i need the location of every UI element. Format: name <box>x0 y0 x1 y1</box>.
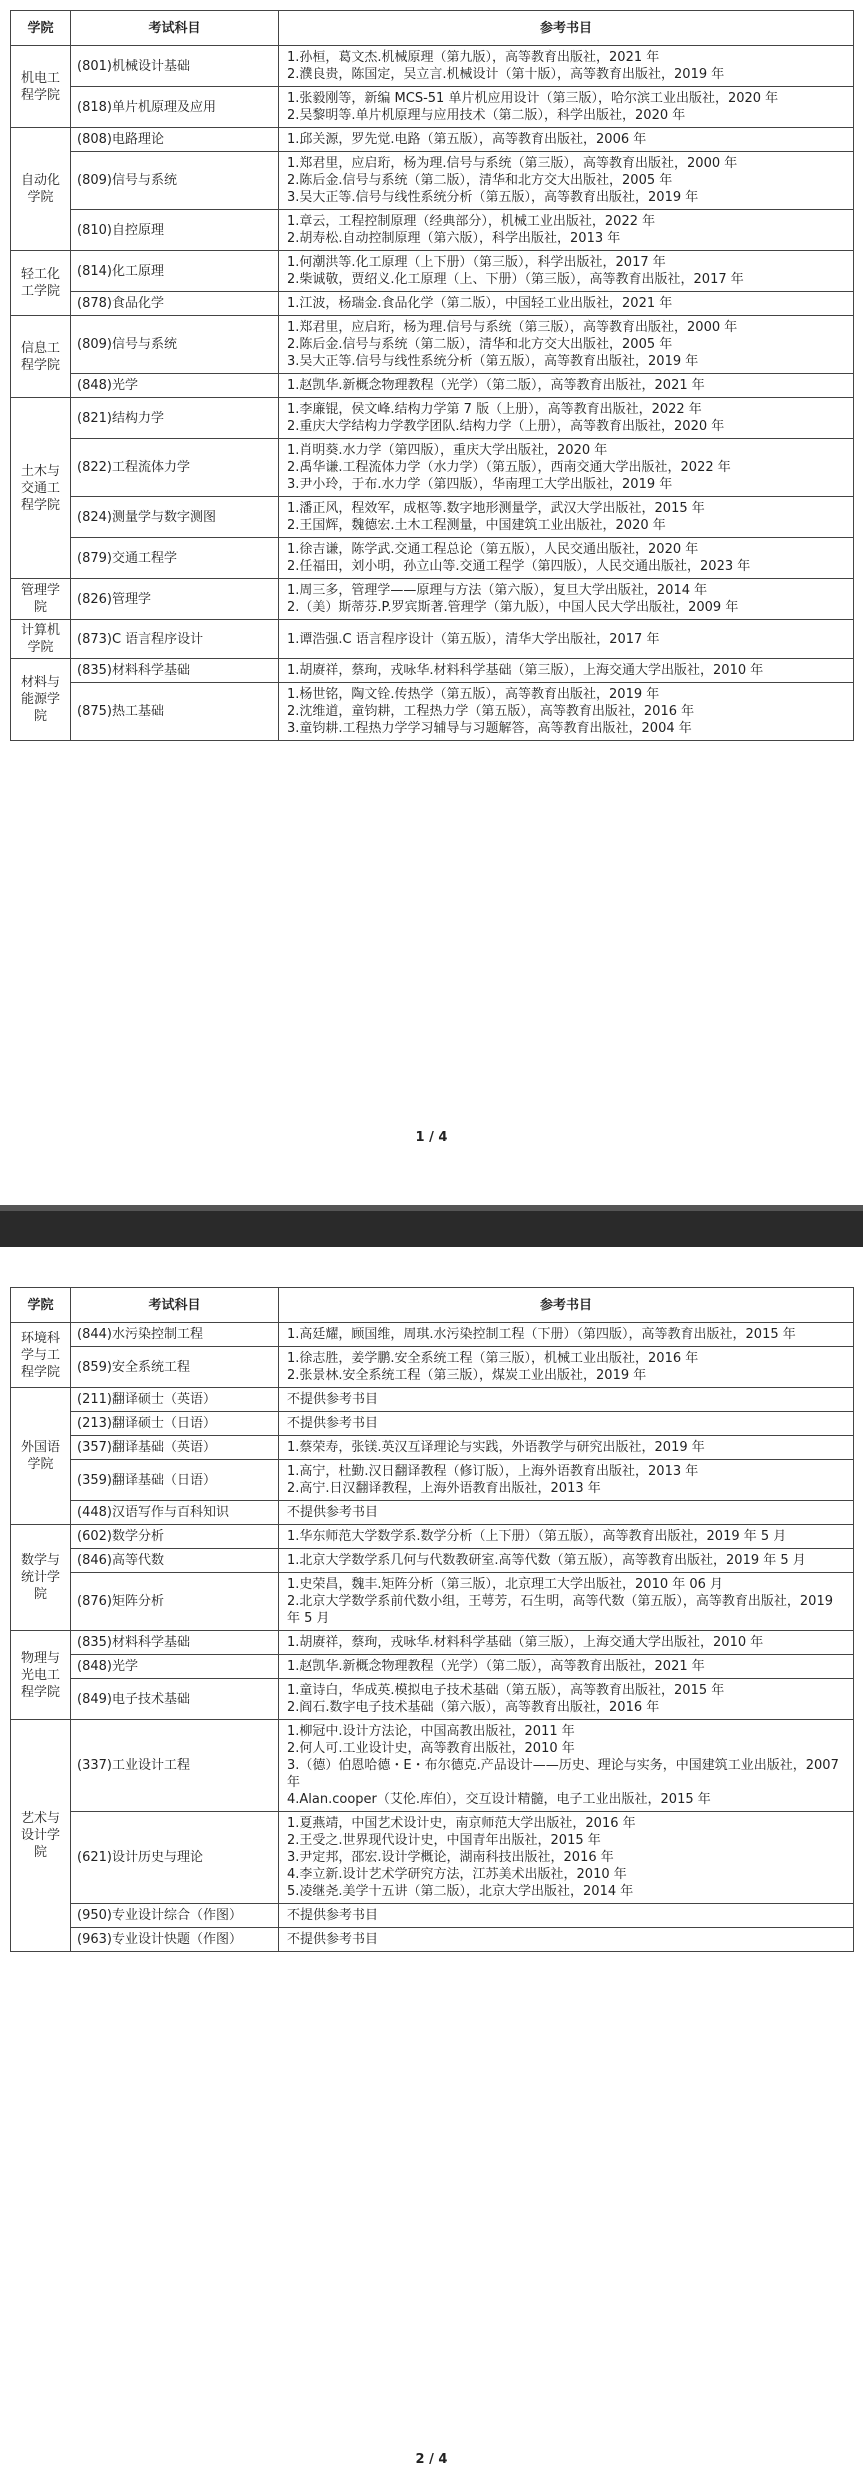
reference-line: 2.（美）斯蒂芬.P.罗宾斯著.管理学（第九版），中国人民大学出版社，2009 年 <box>287 600 739 615</box>
table-header-row <box>11 11 854 46</box>
subject-cell: (809)信号与系统 <box>71 316 279 374</box>
header-school: 学院 <box>11 1288 71 1323</box>
subject-cell: (873)C 语言程序设计 <box>71 620 279 659</box>
refs-cell <box>279 538 854 579</box>
school-cell: 环境科学与工程学院 <box>11 1323 71 1388</box>
subject-cell: (876)矩阵分析 <box>71 1573 279 1631</box>
table-row <box>11 251 854 292</box>
table-row <box>11 1573 854 1631</box>
subject-cell: (824)测量学与数字测图 <box>71 497 279 538</box>
subject-cell: (859)安全系统工程 <box>71 1347 279 1388</box>
subject-cell: (448)汉语写作与百科知识 <box>71 1501 279 1525</box>
subject-cell: (211)翻译硕士（英语） <box>71 1388 279 1412</box>
subject-cell: (337)工业设计工程 <box>71 1720 279 1812</box>
catalog-table-page-1 <box>10 10 854 741</box>
subject-cell: (848)光学 <box>71 1655 279 1679</box>
refs-cell <box>279 316 854 374</box>
header-refs: 参考书目 <box>279 1288 854 1323</box>
subject-cell: (213)翻译硕士（日语） <box>71 1412 279 1436</box>
reference-line: 不提供参考书目 <box>287 1392 379 1407</box>
table-body <box>11 1323 854 1952</box>
table-row <box>11 1501 854 1525</box>
table-row <box>11 579 854 620</box>
table-row <box>11 398 854 439</box>
table-row <box>11 1323 854 1347</box>
reference-line: 2.任福田，刘小明，孙立山等.交通工程学（第四版），人民交通出版社，2023 年 <box>287 559 751 574</box>
reference-line: 不提供参考书目 <box>287 1416 379 1431</box>
reference-line: 1.赵凯华.新概念物理教程（光学）（第二版），高等教育出版社，2021 年 <box>287 1659 705 1674</box>
table-row <box>11 374 854 398</box>
refs-cell <box>279 1347 854 1388</box>
reference-line: 1.夏燕靖，中国艺术设计史，南京师范大学出版社，2016 年 <box>287 1816 636 1831</box>
school-cell: 轻工化工学院 <box>11 251 71 316</box>
reference-line: 1.章云，工程控制原理（经典部分），机械工业出版社，2022 年 <box>287 214 656 229</box>
reference-line: 3.吴大正等.信号与线性系统分析（第五版），高等教育出版社，2019 年 <box>287 354 699 369</box>
refs-cell <box>279 1812 854 1904</box>
table-row <box>11 1655 854 1679</box>
reference-line: 1.谭浩强.C 语言程序设计（第五版），清华大学出版社，2017 年 <box>287 631 660 647</box>
reference-line: 2.北京大学数学系前代数小组，王萼芳，石生明，高等代数（第五版），高等教育出版社，2019 年 5 月 <box>287 1594 833 1626</box>
subject-cell: (846)高等代数 <box>71 1549 279 1573</box>
reference-line: 1.潘正风，程效军，成枢等.数字地形测量学，武汉大学出版社，2015 年 <box>287 501 705 516</box>
subject-cell: (822)工程流体力学 <box>71 439 279 497</box>
table-row <box>11 316 854 374</box>
school-cell: 管理学院 <box>11 579 71 620</box>
refs-cell <box>279 659 854 683</box>
reference-line: 3.（德）伯恩哈德・E・布尔德克.产品设计——历史、理论与实务，中国建筑工业出版社，2007 年 <box>287 1758 839 1790</box>
reference-line: 不提供参考书目 <box>287 1505 379 1520</box>
table-row <box>11 1720 854 1812</box>
subject-cell: (835)材料科学基础 <box>71 1631 279 1655</box>
table-row <box>11 683 854 741</box>
table-row <box>11 128 854 152</box>
reference-line: 1.柳冠中.设计方法论，中国高教出版社，2011 年 <box>287 1724 575 1739</box>
refs-cell <box>279 1904 854 1928</box>
reference-line: 不提供参考书目 <box>287 1908 379 1923</box>
table-row <box>11 1347 854 1388</box>
table-row <box>11 538 854 579</box>
reference-line: 1.胡赓祥，蔡珣，戎咏华.材料科学基础（第三版），上海交通大学出版社，2010 年 <box>287 1635 764 1650</box>
page-number: 1 / 4 <box>415 1130 448 1145</box>
refs-cell <box>279 579 854 620</box>
table-row <box>11 1679 854 1720</box>
refs-cell <box>279 152 854 210</box>
reference-line: 1.华东师范大学数学系.数学分析（上下册）（第五版），高等教育出版社，2019 年 5 月 <box>287 1529 787 1544</box>
refs-cell <box>279 210 854 251</box>
reference-line: 1.郑君里，应启珩，杨为理.信号与系统（第三版），高等教育出版社，2000 年 <box>287 156 738 171</box>
reference-line: 1.何潮洪等.化工原理（上下册）（第三版），科学出版社，2017 年 <box>287 255 666 270</box>
table-row <box>11 1436 854 1460</box>
table-row <box>11 1631 854 1655</box>
refs-cell <box>279 1460 854 1501</box>
table-row <box>11 1812 854 1904</box>
refs-cell <box>279 1573 854 1631</box>
reference-line: 1.北京大学数学系几何与代数教研室.高等代数（第五版），高等教育出版社，2019 年 5 月 <box>287 1553 806 1568</box>
reference-line: 1.周三多，管理学——原理与方法（第六版），复旦大学出版社，2014 年 <box>287 583 708 598</box>
table-row <box>11 87 854 128</box>
reference-line: 2.高宁.日汉翻译教程，上海外语教育出版社，2013 年 <box>287 1481 601 1496</box>
reference-line: 1.郑君里，应启珩，杨为理.信号与系统（第三版），高等教育出版社，2000 年 <box>287 320 738 335</box>
reference-line: 2.阎石.数字电子技术基础（第六版），高等教育出版社，2016 年 <box>287 1700 660 1715</box>
school-cell: 数学与统计学院 <box>11 1525 71 1631</box>
refs-cell <box>279 1928 854 1952</box>
reference-line: 1.赵凯华.新概念物理教程（光学）（第二版），高等教育出版社，2021 年 <box>287 378 705 393</box>
subject-cell: (878)食品化学 <box>71 292 279 316</box>
table-row <box>11 152 854 210</box>
reference-line: 1.徐志胜，姜学鹏.安全系统工程（第三版），机械工业出版社，2016 年 <box>287 1351 699 1366</box>
subject-cell: (359)翻译基础（日语） <box>71 1460 279 1501</box>
subject-cell: (814)化工原理 <box>71 251 279 292</box>
reference-line: 1.史荣昌，魏丰.矩阵分析（第三版），北京理工大学出版社，2010 年 06 月 <box>287 1577 724 1592</box>
refs-cell <box>279 398 854 439</box>
subject-cell: (801)机械设计基础 <box>71 46 279 87</box>
table-row <box>11 1928 854 1952</box>
table-row <box>11 1549 854 1573</box>
reference-line: 2.陈后金.信号与系统（第二版），清华和北方交大出版社，2005 年 <box>287 337 673 352</box>
reference-line: 4.李立新.设计艺术学研究方法，江苏美术出版社，2010 年 <box>287 1867 627 1882</box>
subject-cell: (821)结构力学 <box>71 398 279 439</box>
refs-cell <box>279 1720 854 1812</box>
reference-line: 3.尹小玲，于布.水力学（第四版），华南理工大学出版社，2019 年 <box>287 477 673 492</box>
refs-cell <box>279 128 854 152</box>
refs-cell <box>279 439 854 497</box>
subject-cell: (849)电子技术基础 <box>71 1679 279 1720</box>
refs-cell <box>279 1549 854 1573</box>
subject-cell: (621)设计历史与理论 <box>71 1812 279 1904</box>
subject-cell: (950)专业设计综合（作图） <box>71 1904 279 1928</box>
table-row <box>11 620 854 659</box>
refs-cell <box>279 683 854 741</box>
refs-cell <box>279 1388 854 1412</box>
school-cell: 艺术与设计学院 <box>11 1720 71 1952</box>
subject-cell: (357)翻译基础（英语） <box>71 1436 279 1460</box>
table-row <box>11 46 854 87</box>
refs-cell <box>279 1501 854 1525</box>
school-cell: 信息工程学院 <box>11 316 71 398</box>
header-refs: 参考书目 <box>279 11 854 46</box>
reference-line: 2.吴黎明等.单片机原理与应用技术（第二版），科学出版社，2020 年 <box>287 108 686 123</box>
reference-line: 2.沈维道，童钧耕，工程热力学（第五版），高等教育出版社，2016 年 <box>287 704 695 719</box>
school-cell: 计算机学院 <box>11 620 71 659</box>
reference-line: 1.胡赓祥，蔡珣，戎咏华.材料科学基础（第三版），上海交通大学出版社，2010 年 <box>287 663 764 678</box>
school-cell: 外国语学院 <box>11 1388 71 1525</box>
header-subject: 考试科目 <box>71 11 279 46</box>
refs-cell <box>279 374 854 398</box>
reference-line: 1.高廷耀，顾国维，周琪.水污染控制工程（下册）（第四版），高等教育出版社，2015 年 <box>287 1327 796 1342</box>
reference-line: 1.邱关源，罗先觉.电路（第五版），高等教育出版社，2006 年 <box>287 132 647 147</box>
reference-line: 1.徐吉谦，陈学武.交通工程总论（第五版），人民交通出版社，2020 年 <box>287 542 699 557</box>
reference-line: 1.江波，杨瑞金.食品化学（第二版），中国轻工业出版社，2021 年 <box>287 296 673 311</box>
refs-cell <box>279 1323 854 1347</box>
reference-line: 1.童诗白，华成英.模拟电子技术基础（第五版），高等教育出版社，2015 年 <box>287 1683 725 1698</box>
reference-line: 1.孙桓，葛文杰.机械原理（第九版），高等教育出版社，2021 年 <box>287 50 660 65</box>
subject-cell: (826)管理学 <box>71 579 279 620</box>
reference-line: 不提供参考书目 <box>287 1932 379 1947</box>
reference-line: 2.禹华谦.工程流体力学（水力学）（第五版），西南交通大学出版社，2022 年 <box>287 460 731 475</box>
table-header-row <box>11 1288 854 1323</box>
catalog-table-page-2 <box>10 1287 854 1952</box>
table-row <box>11 1904 854 1928</box>
refs-cell <box>279 87 854 128</box>
reference-line: 3.尹定邦，邵宏.设计学概论，湖南科技出版社，2016 年 <box>287 1850 614 1865</box>
reference-line: 2.柴诚敬，贾绍义.化工原理（上、下册）（第三版），高等教育出版社，2017 年 <box>287 272 744 287</box>
refs-cell <box>279 1679 854 1720</box>
table-row <box>11 292 854 316</box>
subject-cell: (879)交通工程学 <box>71 538 279 579</box>
refs-cell <box>279 1525 854 1549</box>
subject-cell: (844)水污染控制工程 <box>71 1323 279 1347</box>
subject-cell: (848)光学 <box>71 374 279 398</box>
header-subject: 考试科目 <box>71 1288 279 1323</box>
refs-cell <box>279 1412 854 1436</box>
refs-cell <box>279 1436 854 1460</box>
subject-cell: (963)专业设计快题（作图） <box>71 1928 279 1952</box>
table-row <box>11 210 854 251</box>
school-cell: 自动化学院 <box>11 128 71 251</box>
refs-cell <box>279 251 854 292</box>
reference-line: 2.张景林.安全系统工程（第三版），煤炭工业出版社，2019 年 <box>287 1368 647 1383</box>
refs-cell <box>279 1631 854 1655</box>
refs-cell <box>279 292 854 316</box>
table-row <box>11 1388 854 1412</box>
reference-line: 2.濮良贵，陈国定，吴立言.机械设计（第十版），高等教育出版社，2019 年 <box>287 67 725 82</box>
table-row <box>11 1525 854 1549</box>
reference-line: 5.凌继尧.美学十五讲（第二版），北京大学出版社，2014 年 <box>287 1884 634 1899</box>
reference-line: 3.吴大正等.信号与线性系统分析（第五版），高等教育出版社，2019 年 <box>287 190 699 205</box>
reference-line: 1.高宁，杜勤.汉日翻译教程（修订版），上海外语教育出版社，2013 年 <box>287 1464 699 1479</box>
header-school: 学院 <box>11 11 71 46</box>
reference-line: 3.童钧耕.工程热力学学习辅导与习题解答，高等教育出版社，2004 年 <box>287 721 692 736</box>
table-row <box>11 659 854 683</box>
page-1 <box>0 0 863 1205</box>
page-2 <box>0 1247 863 2488</box>
subject-cell: (818)单片机原理及应用 <box>71 87 279 128</box>
table-row <box>11 497 854 538</box>
reference-line: 2.王国辉，魏德宏.土木工程测量，中国建筑工业出版社，2020 年 <box>287 518 666 533</box>
table-row <box>11 439 854 497</box>
reference-line: 4.Alan.cooper（艾伦.库伯），交互设计精髓，电子工业出版社，2015 年 <box>287 1792 711 1807</box>
refs-cell <box>279 46 854 87</box>
reference-line: 2.王受之.世界现代设计史，中国青年出版社，2015 年 <box>287 1833 601 1848</box>
reference-line: 1.蔡荣寿，张镁.英汉互译理论与实践，外语教学与研究出版社，2019 年 <box>287 1440 705 1455</box>
reference-line: 1.肖明葵.水力学（第四版），重庆大学出版社，2020 年 <box>287 443 608 458</box>
refs-cell <box>279 497 854 538</box>
reference-line: 2.胡寿松.自动控制原理（第六版），科学出版社，2013 年 <box>287 231 621 246</box>
refs-cell <box>279 1655 854 1679</box>
school-cell: 物理与光电工程学院 <box>11 1631 71 1720</box>
reference-line: 1.李廉锟，侯文峰.结构力学第 7 版（上册），高等教育出版社，2022 年 <box>287 402 702 417</box>
page-number: 2 / 4 <box>415 2452 448 2467</box>
reference-line: 1.杨世铭，陶文铨.传热学（第五版），高等教育出版社，2019 年 <box>287 687 660 702</box>
school-cell: 机电工程学院 <box>11 46 71 128</box>
reference-line: 2.重庆大学结构力学教学团队.结构力学（上册），高等教育出版社，2020 年 <box>287 419 725 434</box>
reference-line: 2.何人可.工业设计史，高等教育出版社，2010 年 <box>287 1741 575 1756</box>
subject-cell: (809)信号与系统 <box>71 152 279 210</box>
page-separator <box>0 1205 863 1247</box>
reference-line: 2.陈后金.信号与系统（第二版），清华和北方交大出版社，2005 年 <box>287 173 673 188</box>
school-cell: 土木与交通工程学院 <box>11 398 71 579</box>
subject-cell: (875)热工基础 <box>71 683 279 741</box>
subject-cell: (808)电路理论 <box>71 128 279 152</box>
table-row <box>11 1460 854 1501</box>
subject-cell: (810)自控原理 <box>71 210 279 251</box>
reference-line: 1.张毅刚等，新编 MCS-51 单片机应用设计（第三版），哈尔滨工业出版社，2020 年 <box>287 91 779 106</box>
subject-cell: (602)数学分析 <box>71 1525 279 1549</box>
school-cell: 材料与能源学院 <box>11 659 71 741</box>
table-body <box>11 46 854 741</box>
subject-cell: (835)材料科学基础 <box>71 659 279 683</box>
refs-cell <box>279 620 854 659</box>
table-row <box>11 1412 854 1436</box>
